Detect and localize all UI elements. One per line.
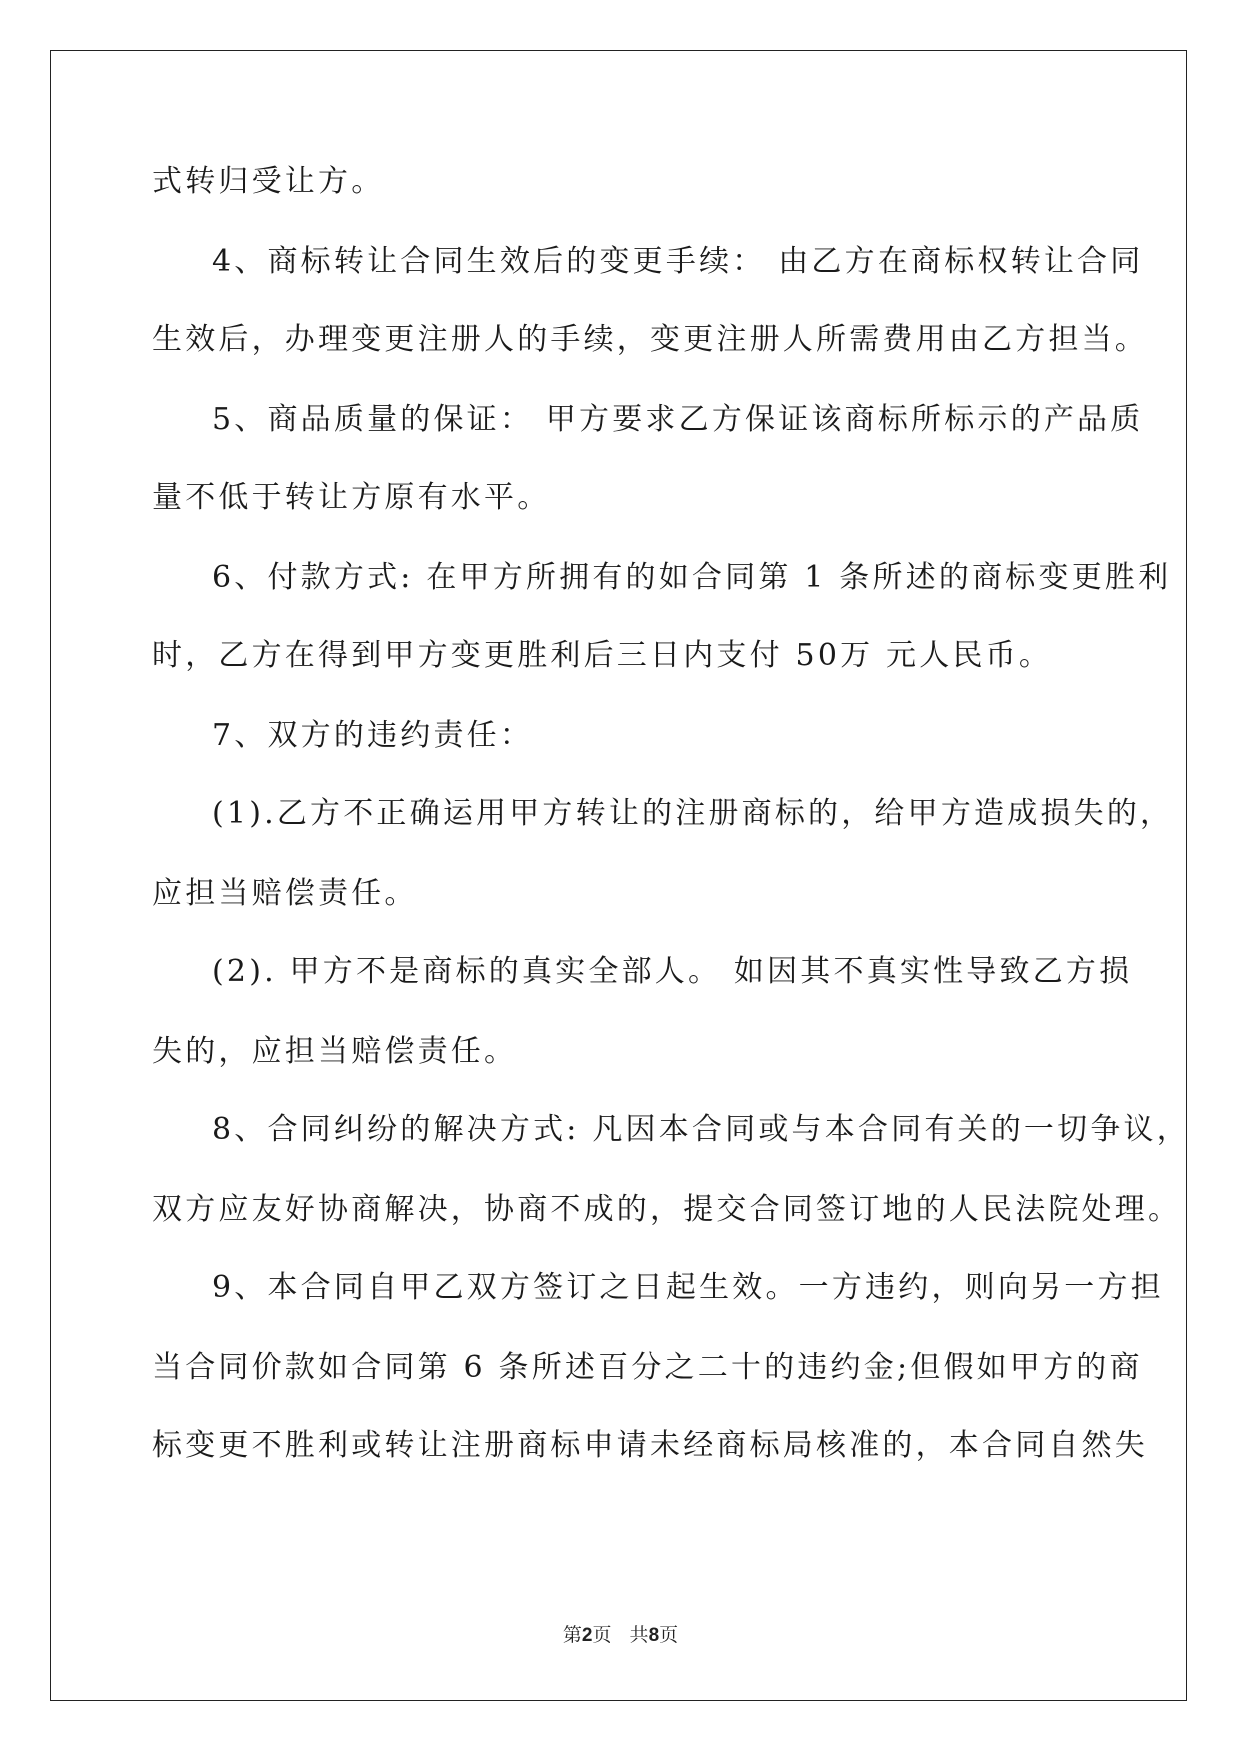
text-line: 生效后，办理变更注册人的手续，变更注册人所需费用由乙方担当。 bbox=[152, 322, 1148, 357]
text-line: 失的，应担当赔偿责任。 bbox=[152, 1034, 518, 1069]
text-line: 标变更不胜利或转让注册商标申请未经商标局核准的，本合同自然失 bbox=[152, 1428, 1148, 1463]
text-line: 双方应友好协商解决，协商不成的，提交合同签订地的人民法院处理。 bbox=[152, 1192, 1182, 1227]
text-line: 当合同价款如合同第 6 条所述百分之二十的违约金;但假如甲方的商 bbox=[152, 1350, 1143, 1385]
text-line: 应担当赔偿责任。 bbox=[152, 876, 418, 911]
page-current: 2 bbox=[581, 1625, 593, 1646]
page-prefix: 第 bbox=[562, 1624, 582, 1646]
text-line: (1).乙方不正确运用甲方转让的注册商标的，给甲方造成损失的， bbox=[212, 796, 1174, 831]
text-line: 5、商品质量的保证： 甲方要求乙方保证该商标所标示的产品质 bbox=[212, 402, 1144, 437]
text-line: 时，乙方在得到甲方变更胜利后三日内支付 50万 元人民币。 bbox=[152, 638, 1053, 673]
text-line: 4、商标转让合同生效后的变更手续： 由乙方在商标权转让合同 bbox=[212, 244, 1144, 279]
text-line: 6、付款方式: 在甲方所拥有的如合同第 1 条所述的商标变更胜利 bbox=[212, 560, 1172, 595]
text-line: (2). 甲方不是商标的真实全部人。 如因其不真实性导致乙方损 bbox=[212, 954, 1133, 989]
page-suffix: 页 bbox=[659, 1624, 679, 1646]
text-line: 7、双方的违约责任： bbox=[212, 718, 534, 753]
page-mid: 页 共 bbox=[592, 1624, 649, 1646]
page-footer bbox=[0, 1623, 1241, 1648]
page-total: 8 bbox=[648, 1625, 660, 1646]
text-line: 8、合同纠纷的解决方式: 凡因本合同或与本合同有关的一切争议， bbox=[212, 1112, 1190, 1147]
text-line: 9、本合同自甲乙双方签订之日起生效。一方违约，则向另一方担 bbox=[212, 1270, 1164, 1305]
text-line: 量不低于转让方原有水平。 bbox=[152, 480, 551, 515]
text-line: 式转归受让方。 bbox=[152, 164, 385, 199]
